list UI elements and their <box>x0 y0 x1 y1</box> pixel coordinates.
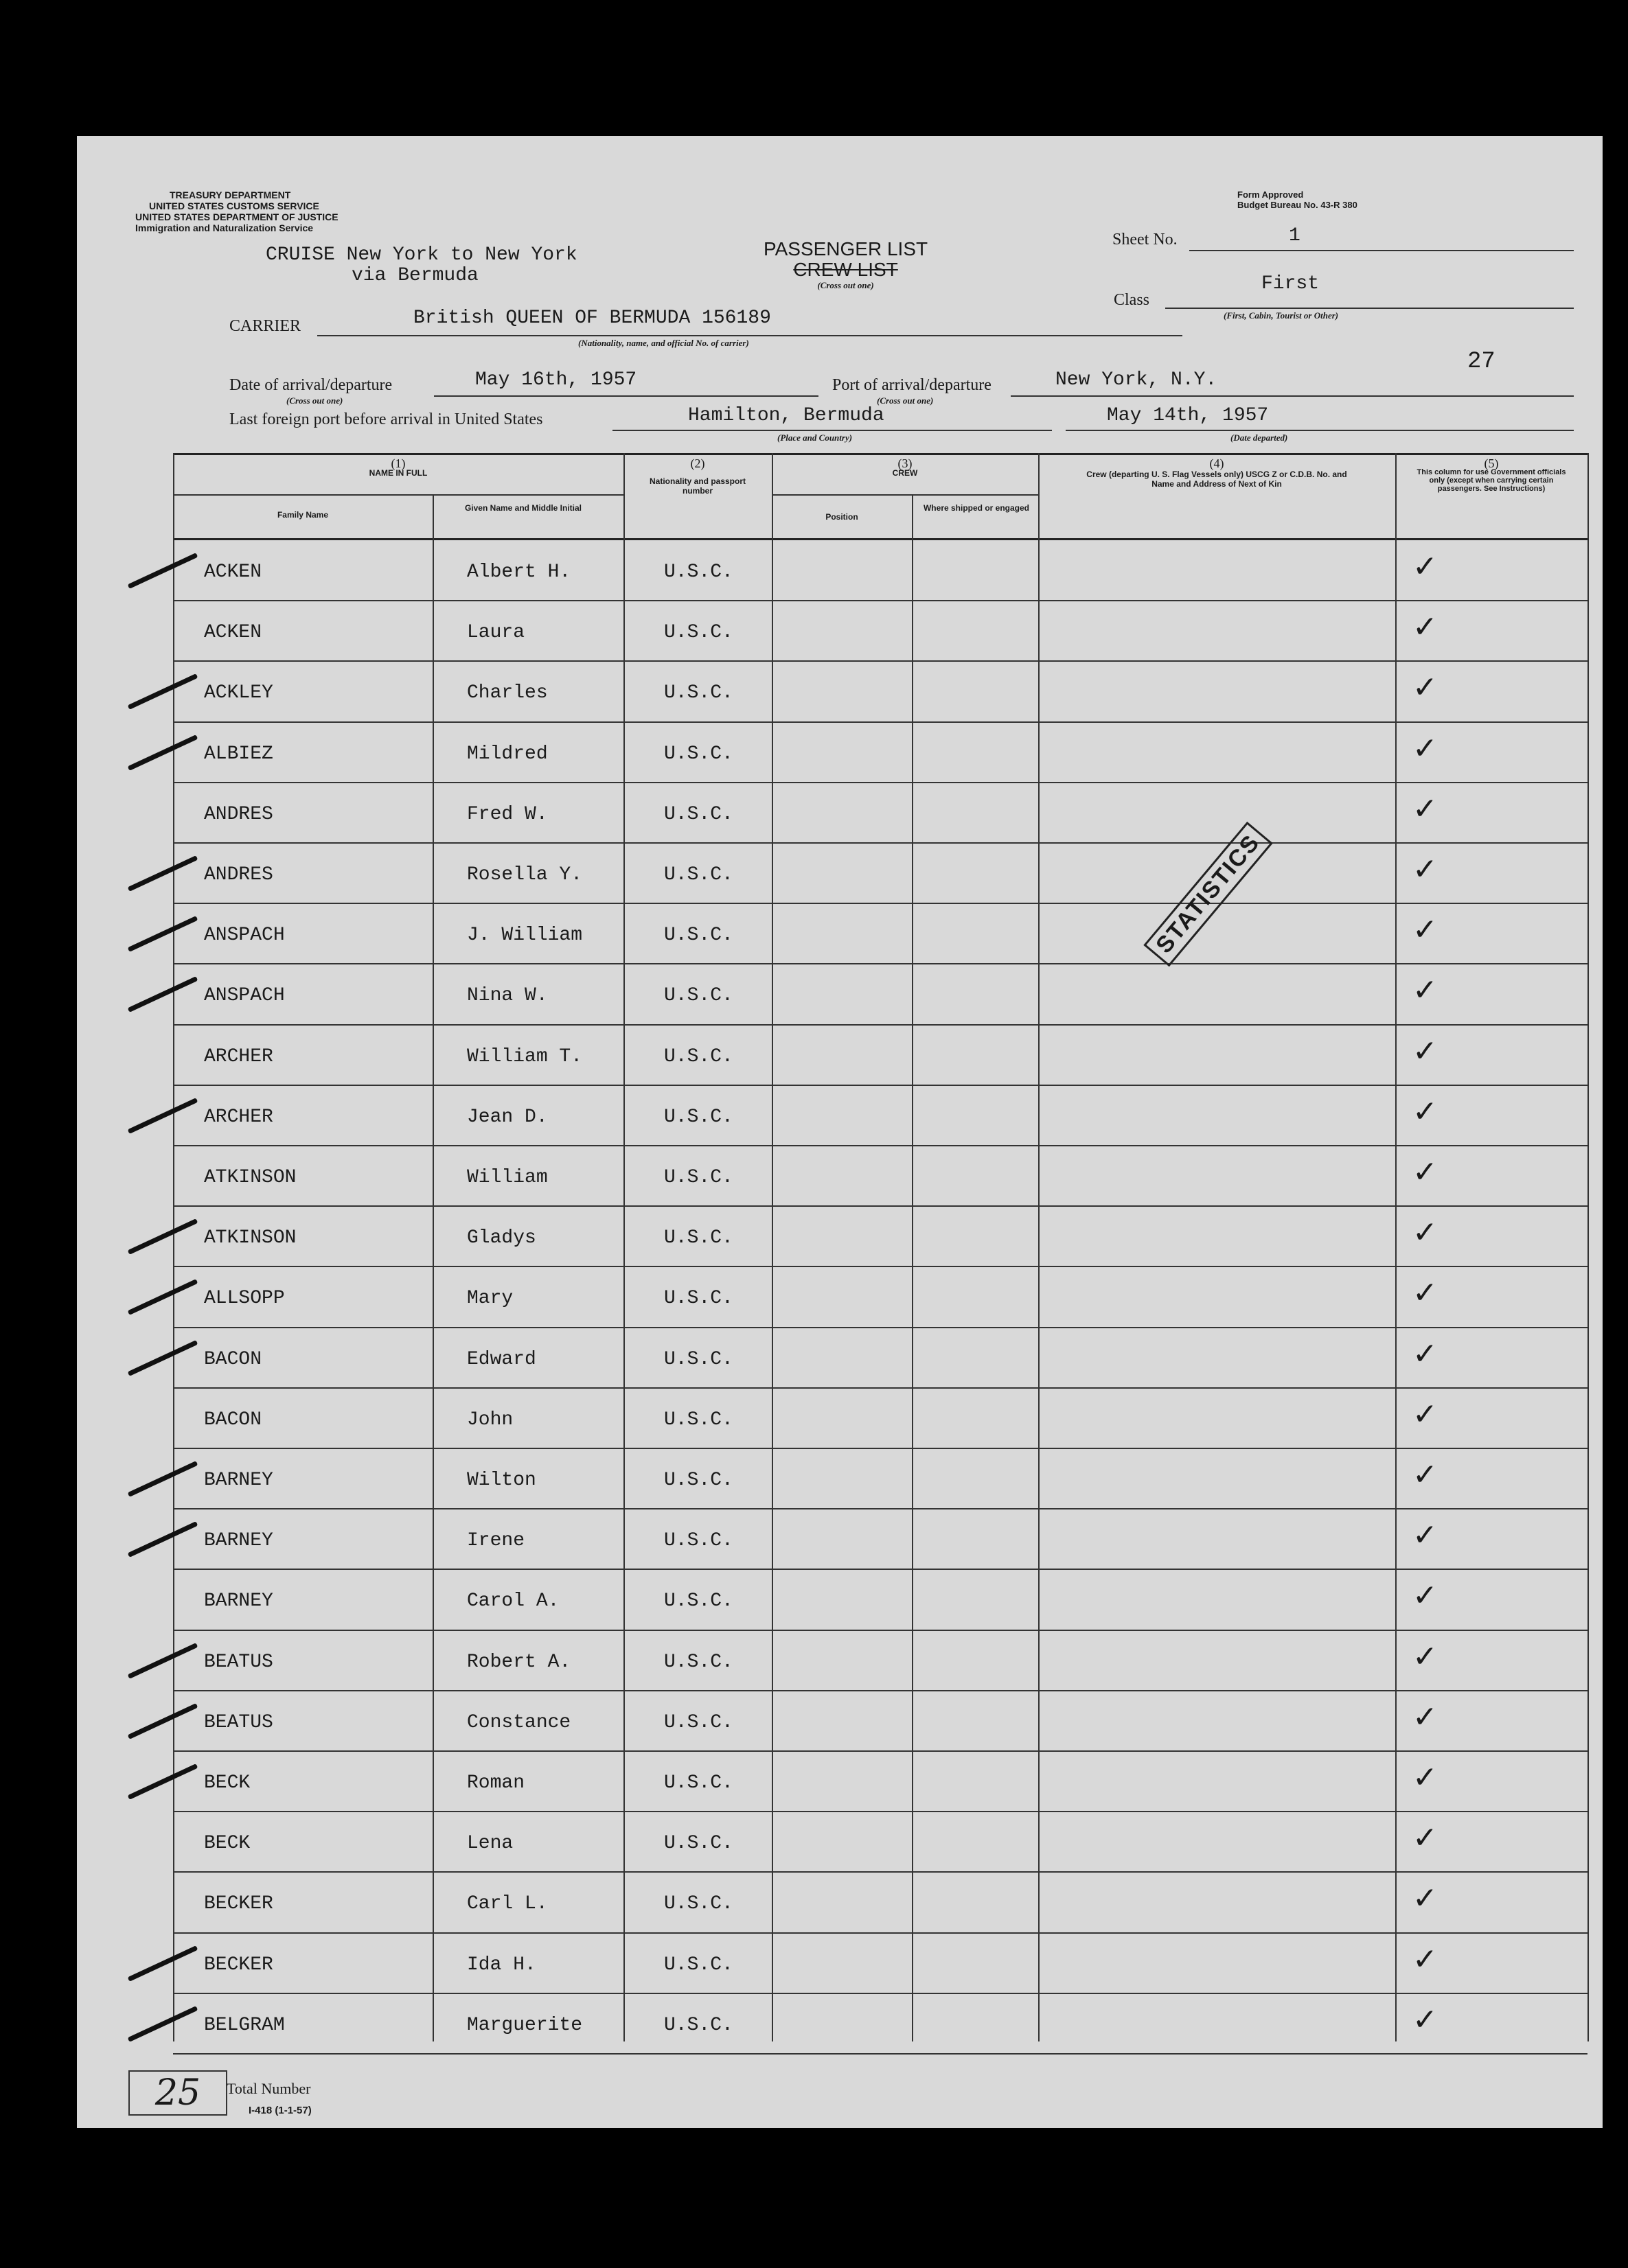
nationality: U.S.C. <box>664 1530 733 1552</box>
col1-header <box>173 456 623 478</box>
family-name: ARCHER <box>204 1045 273 1067</box>
table-row <box>77 662 1603 722</box>
tally-slash <box>128 1279 198 1315</box>
class-hint: (First, Cabin, Tourist or Other) <box>1224 310 1339 321</box>
table-row <box>77 1207 1603 1267</box>
given-name: Robert A. <box>467 1651 571 1673</box>
tally-slash <box>128 855 198 892</box>
col4-title: Crew (departing U. S. Flag Vessels only) USCG Z or C.D.B. No. and Name and Address of Next of Kin <box>1086 470 1347 489</box>
nationality: U.S.C. <box>664 562 733 583</box>
tally-slash <box>128 1340 198 1376</box>
family-name: ANSPACH <box>204 925 285 947</box>
table-row <box>77 1389 1603 1449</box>
given-name: Edward <box>467 1348 536 1370</box>
given-name: Mildred <box>467 743 548 765</box>
nationality: U.S.C. <box>664 1167 733 1188</box>
nationality: U.S.C. <box>664 803 733 825</box>
family-name: BECK <box>204 1772 251 1794</box>
check-mark: ✓ <box>1412 852 1438 887</box>
table-row <box>77 1509 1603 1570</box>
table-row <box>77 723 1603 783</box>
family-name: BARNEY <box>204 1470 273 1491</box>
form-approved-label: Form Approved <box>1237 189 1304 200</box>
arrival-date-label: Date of arrival/departure <box>229 376 393 394</box>
nationality: U.S.C. <box>664 1590 733 1612</box>
check-mark: ✓ <box>1412 1639 1438 1674</box>
col-where-shipped: Where shipped or engaged <box>923 503 1030 513</box>
given-name: Roman <box>467 1772 525 1794</box>
table-row <box>77 1691 1603 1752</box>
nationality: U.S.C. <box>664 1106 733 1128</box>
carrier-value: British QUEEN OF BERMUDA 156189 <box>413 308 771 329</box>
col2-header <box>623 456 772 496</box>
nationality: U.S.C. <box>664 864 733 886</box>
agency-line: TREASURY DEPARTMENT <box>170 189 291 200</box>
family-name: BELGRAM <box>204 2014 285 2036</box>
last-port-value: Hamilton, Bermuda <box>688 405 884 426</box>
tally-slash <box>128 1643 198 1679</box>
tally-slash <box>128 1218 198 1255</box>
family-name: ATKINSON <box>204 1167 297 1188</box>
given-name: Jean D. <box>467 1106 548 1128</box>
family-name: BARNEY <box>204 1530 273 1552</box>
title-crew: CREW LIST <box>793 259 898 280</box>
family-name: ACKEN <box>204 622 262 644</box>
check-mark: ✓ <box>1412 670 1438 706</box>
date-departed: May 14th, 1957 <box>1107 405 1269 426</box>
list-title <box>764 239 928 291</box>
col-position: Position <box>825 512 858 522</box>
check-mark: ✓ <box>1412 1336 1438 1372</box>
given-name: Carl L. <box>467 1893 548 1915</box>
tally-slash <box>128 1763 198 1800</box>
table-row <box>77 1812 1603 1873</box>
given-name: Gladys <box>467 1227 536 1249</box>
title-hint: (Cross out one) <box>817 280 874 290</box>
port-label: Port of arrival/departure <box>832 376 991 394</box>
tally-slash <box>128 553 198 589</box>
family-name: ARCHER <box>204 1106 273 1128</box>
given-name: Ida H. <box>467 1954 536 1976</box>
col3-header <box>772 456 1038 478</box>
arrival-date-hint: (Cross out one) <box>286 395 343 406</box>
form-approval <box>1237 189 1357 210</box>
family-name: BACON <box>204 1348 262 1370</box>
given-name: William T. <box>467 1045 583 1067</box>
given-name: Charles <box>467 682 548 704</box>
table-row <box>77 1328 1603 1389</box>
check-mark: ✓ <box>1412 1578 1438 1614</box>
table-row <box>77 1086 1603 1146</box>
col5-title: This column for use Government officials only (except when carrying certain passengers. See Instructions) <box>1417 468 1566 493</box>
agency-block <box>135 189 339 233</box>
table-row <box>77 783 1603 844</box>
check-mark: ✓ <box>1412 791 1438 826</box>
nationality: U.S.C. <box>664 743 733 765</box>
check-mark: ✓ <box>1412 1155 1438 1190</box>
form-id: I-418 (1-1-57) <box>249 2105 312 2116</box>
col1-number: (1) <box>391 456 406 470</box>
given-name: Nina W. <box>467 985 548 1007</box>
nationality: U.S.C. <box>664 1893 733 1915</box>
check-mark: ✓ <box>1412 1457 1438 1492</box>
col2-number: (2) <box>690 456 705 470</box>
nationality: U.S.C. <box>664 1772 733 1794</box>
given-name: Constance <box>467 1711 571 1733</box>
family-name: ANDRES <box>204 864 273 886</box>
table-row <box>77 1752 1603 1812</box>
family-name: BECKER <box>204 1893 273 1915</box>
col5-number: (5) <box>1484 456 1499 470</box>
col1-title: NAME IN FULL <box>369 468 428 478</box>
col3-number: (3) <box>897 456 913 470</box>
carrier-label: CARRIER <box>229 317 301 335</box>
carrier-hint: (Nationality, name, and official No. of carrier) <box>578 338 749 348</box>
given-name: Laura <box>467 622 525 644</box>
given-name: J. William <box>467 925 583 947</box>
sheet-number: 1 <box>1289 225 1300 246</box>
check-mark: ✓ <box>1412 1881 1438 1917</box>
port-value: New York, N.Y. <box>1055 369 1217 391</box>
check-mark: ✓ <box>1412 1760 1438 1795</box>
table-row <box>77 1449 1603 1509</box>
tally-slash <box>128 1945 198 1982</box>
family-name: BECK <box>204 1833 251 1855</box>
check-mark: ✓ <box>1412 1033 1438 1069</box>
tally-slash <box>128 976 198 1012</box>
port-hint: (Cross out one) <box>877 395 934 406</box>
col-family-name: Family Name <box>277 510 329 520</box>
table-row <box>77 904 1603 964</box>
col5-header <box>1402 456 1581 493</box>
col-given-name: Given Name and Middle Initial <box>464 503 582 513</box>
last-port-hint: (Place and Country) <box>777 432 853 443</box>
nationality: U.S.C. <box>664 1470 733 1491</box>
family-name: BACON <box>204 1409 262 1431</box>
nationality: U.S.C. <box>664 1833 733 1855</box>
col4-number: (4) <box>1209 456 1224 470</box>
nationality: U.S.C. <box>664 682 733 704</box>
nationality: U.S.C. <box>664 1711 733 1733</box>
nationality: U.S.C. <box>664 1348 733 1370</box>
date-departed-hint: (Date departed) <box>1230 432 1288 443</box>
family-name: ALBIEZ <box>204 743 273 765</box>
check-mark: ✓ <box>1412 2002 1438 2037</box>
nationality: U.S.C. <box>664 1227 733 1249</box>
agency-line: UNITED STATES DEPARTMENT OF JUSTICE <box>135 211 339 222</box>
check-mark: ✓ <box>1412 1518 1438 1553</box>
tally-slash <box>128 1098 198 1134</box>
agency-line: UNITED STATES CUSTOMS SERVICE <box>149 200 319 211</box>
family-name: BEATUS <box>204 1711 273 1733</box>
given-name: Fred W. <box>467 803 548 825</box>
nationality: U.S.C. <box>664 1045 733 1067</box>
tally-slash <box>128 1521 198 1558</box>
handwritten-total: 25 <box>128 2070 227 2116</box>
family-name: ACKEN <box>204 562 262 583</box>
family-name: ANSPACH <box>204 985 285 1007</box>
col2-title: Nationality and passport number <box>649 476 746 496</box>
check-mark: ✓ <box>1412 1094 1438 1129</box>
table-row <box>77 1267 1603 1328</box>
statistics-stamp: STATISTICS <box>1143 822 1273 967</box>
check-mark: ✓ <box>1412 1275 1438 1311</box>
family-name: ALLSOPP <box>204 1288 285 1310</box>
check-mark: ✓ <box>1412 1699 1438 1735</box>
col4-header <box>1052 456 1381 489</box>
check-mark: ✓ <box>1412 549 1438 584</box>
table-row <box>77 844 1603 904</box>
family-name: BEATUS <box>204 1651 273 1673</box>
nationality: U.S.C. <box>664 985 733 1007</box>
class-label: Class <box>1114 291 1150 309</box>
table-row <box>77 964 1603 1025</box>
given-name: Albert H. <box>467 562 571 583</box>
check-mark: ✓ <box>1412 1941 1438 1977</box>
agency-line: Immigration and Naturalization Service <box>135 222 314 233</box>
title-passenger: PASSENGER LIST <box>764 238 928 259</box>
table-row <box>77 1873 1603 1933</box>
page-number: 27 <box>1467 349 1495 375</box>
check-mark: ✓ <box>1412 610 1438 645</box>
check-mark: ✓ <box>1412 912 1438 948</box>
given-name: William <box>467 1167 548 1188</box>
sheet-label: Sheet No. <box>1112 231 1178 248</box>
nationality: U.S.C. <box>664 1288 733 1310</box>
check-mark: ✓ <box>1412 730 1438 766</box>
given-name: Carol A. <box>467 1590 560 1612</box>
given-name: Rosella Y. <box>467 864 583 886</box>
table-row <box>77 1934 1603 1994</box>
given-name: Irene <box>467 1530 525 1552</box>
given-name: Lena <box>467 1833 514 1855</box>
nationality: U.S.C. <box>664 1954 733 1976</box>
passenger-list-page <box>77 136 1603 2128</box>
nationality: U.S.C. <box>664 1651 733 1673</box>
table-row <box>77 1026 1603 1086</box>
table-row <box>77 541 1603 601</box>
cruise-route: CRUISE New York to New York <box>266 244 577 266</box>
check-mark: ✓ <box>1412 973 1438 1008</box>
tally-slash <box>128 916 198 952</box>
tally-slash <box>128 2006 198 2042</box>
col3-title: CREW <box>892 468 918 478</box>
given-name: John <box>467 1409 514 1431</box>
cruise-via: via Bermuda <box>352 265 479 286</box>
family-name: ANDRES <box>204 803 273 825</box>
class-value: First <box>1261 273 1320 294</box>
budget-bureau-no: Budget Bureau No. 43-R 380 <box>1237 200 1357 210</box>
tally-slash <box>128 734 198 771</box>
given-name: Wilton <box>467 1470 536 1491</box>
table-row <box>77 1631 1603 1691</box>
family-name: ACKLEY <box>204 682 273 704</box>
total-number-label: Total Number <box>227 2080 311 2097</box>
tally-slash <box>128 1461 198 1497</box>
family-name: ATKINSON <box>204 1227 297 1249</box>
check-mark: ✓ <box>1412 1215 1438 1251</box>
table-row <box>77 1146 1603 1207</box>
table-row <box>77 1994 1603 2055</box>
nationality: U.S.C. <box>664 622 733 644</box>
tally-slash <box>128 673 198 710</box>
family-name: BARNEY <box>204 1590 273 1612</box>
nationality: U.S.C. <box>664 1409 733 1431</box>
family-name: BECKER <box>204 1954 273 1976</box>
check-mark: ✓ <box>1412 1820 1438 1856</box>
nationality: U.S.C. <box>664 925 733 947</box>
check-mark: ✓ <box>1412 1396 1438 1432</box>
last-port-label: Last foreign port before arrival in United States <box>229 410 543 428</box>
table-row <box>77 1570 1603 1630</box>
nationality: U.S.C. <box>664 2014 733 2036</box>
arrival-date: May 16th, 1957 <box>475 369 637 391</box>
tally-slash <box>128 1703 198 1739</box>
table-row <box>77 601 1603 662</box>
given-name: Mary <box>467 1288 514 1310</box>
given-name: Marguerite <box>467 2014 583 2036</box>
